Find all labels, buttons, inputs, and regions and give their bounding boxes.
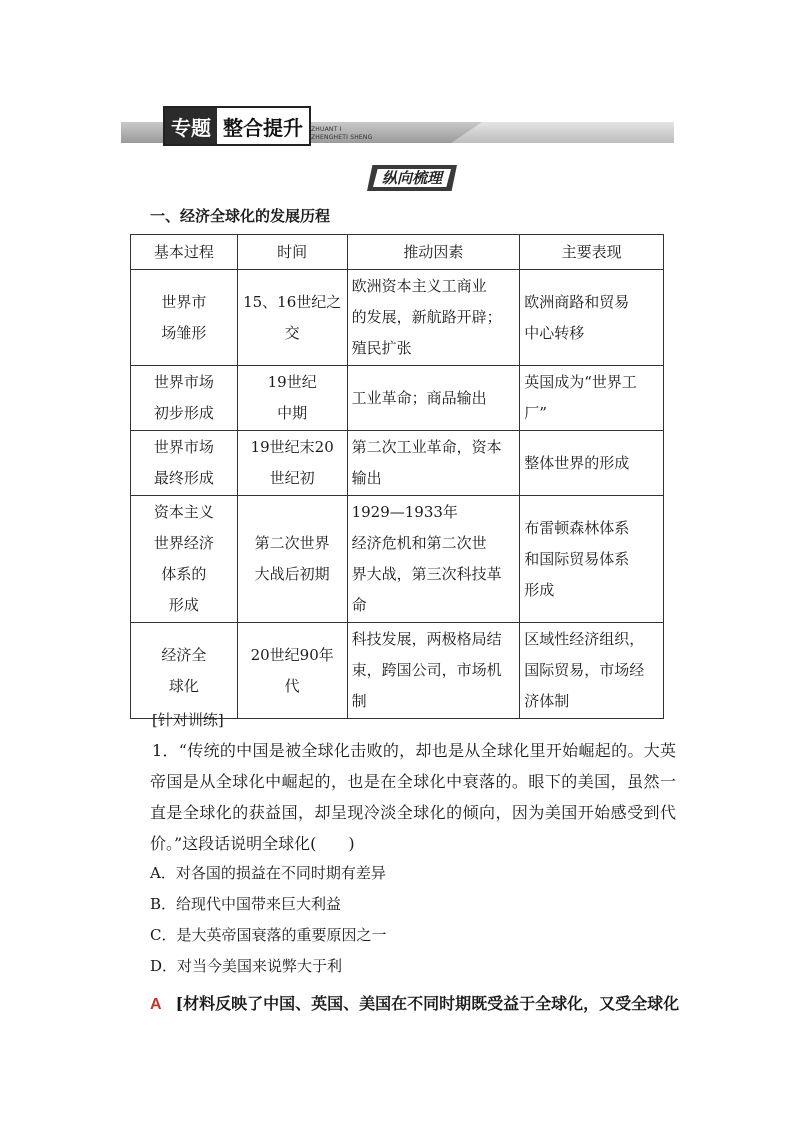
table-cell-time: 15、16世纪之 交 bbox=[237, 270, 347, 366]
table-header-row bbox=[131, 235, 664, 270]
table-cell-factor: 欧洲资本主义工商业 的发展，新航路开辟； 殖民扩张 bbox=[347, 270, 520, 366]
table-row bbox=[131, 623, 664, 719]
tag-label: 纵向梳理 bbox=[381, 169, 442, 187]
table-cell-factor: 第二次工业革命，资本 输出 bbox=[347, 431, 520, 496]
pinyin-line-2: ZHENGHETI SHENG bbox=[311, 134, 373, 141]
table-row bbox=[131, 366, 664, 431]
answer-line bbox=[150, 991, 679, 1014]
table-cell-factor: 工业革命；商品输出 bbox=[347, 366, 520, 431]
answer-explanation: [材料反映了中国、英国、美国在不同时期既受益于全球化，又受全球化 bbox=[175, 994, 680, 1013]
table-cell-manifest: 整体世界的形成 bbox=[520, 431, 664, 496]
option-b: B．给现代中国带来巨大利益 bbox=[150, 895, 342, 913]
question-stem: 1．“传统的中国是被全球化击败的，却也是从全球化里开始崛起的。大英帝国是从全球化中崛起的，也是在全球化中衰落的。眼下的美国，虽然一直是全球化的获益国，却呈现冷淡全球化的倾向，因为美国开始感受到代价。”这段话说明全球化( ) bbox=[150, 741, 676, 853]
table-cell-process: 经济全 球化 bbox=[131, 623, 238, 719]
training-label: [针对训练] bbox=[152, 711, 224, 729]
history-table bbox=[130, 234, 664, 719]
banner-title-right: 整合提升 bbox=[223, 116, 303, 140]
section-banner bbox=[121, 118, 674, 144]
table-row bbox=[131, 431, 664, 496]
banner-slant bbox=[451, 122, 674, 143]
pinyin-line-1: ZHUANT I bbox=[311, 126, 342, 133]
banner-title bbox=[163, 106, 311, 146]
option-a: A．对各国的损益在不同时期有差异 bbox=[150, 864, 386, 882]
header-factor: 推动因素 bbox=[347, 235, 520, 270]
table-cell-time: 20世纪90年 代 bbox=[237, 623, 347, 719]
option-d: D．对当今美国来说弊大于利 bbox=[150, 957, 343, 975]
table-cell-process: 世界市 场雏形 bbox=[131, 270, 238, 366]
table-cell-manifest: 区域性经济组织， 国际贸易，市场经 济体制 bbox=[520, 623, 664, 719]
answer-letter: A bbox=[150, 996, 162, 1013]
banner-pinyin bbox=[311, 126, 372, 142]
table-row bbox=[131, 270, 664, 366]
banner-title-left: 专题 bbox=[165, 108, 217, 144]
table-cell-time: 19世纪末20 世纪初 bbox=[237, 431, 347, 496]
option-c: C．是大英帝国衰落的重要原因之一 bbox=[150, 926, 387, 944]
table-cell-time: 19世纪 中期 bbox=[237, 366, 347, 431]
table-cell-process: 世界市场 初步形成 bbox=[131, 366, 238, 431]
section-heading: 一、经济全球化的发展历程 bbox=[150, 207, 331, 225]
table-row bbox=[131, 496, 664, 623]
table-cell-manifest: 英国成为“世界工 厂” bbox=[520, 366, 664, 431]
table-cell-process: 世界市场 最终形成 bbox=[131, 431, 238, 496]
table-cell-factor: 科技发展，两极格局结 束，跨国公司，市场机 制 bbox=[347, 623, 520, 719]
header-process: 基本过程 bbox=[131, 235, 238, 270]
header-time: 时间 bbox=[237, 235, 347, 270]
table-cell-manifest: 布雷顿森林体系 和国际贸易体系 形成 bbox=[520, 496, 664, 623]
section-tag bbox=[367, 165, 457, 191]
header-manifest: 主要表现 bbox=[520, 235, 664, 270]
table-cell-process: 资本主义 世界经济 体系的 形成 bbox=[131, 496, 238, 623]
table-cell-manifest: 欧洲商路和贸易 中心转移 bbox=[520, 270, 664, 366]
table-cell-time: 第二次世界 大战后初期 bbox=[237, 496, 347, 623]
table-cell-factor: 1929—1933年 经济危机和第二次世 界大战，第三次科技革 命 bbox=[347, 496, 520, 623]
